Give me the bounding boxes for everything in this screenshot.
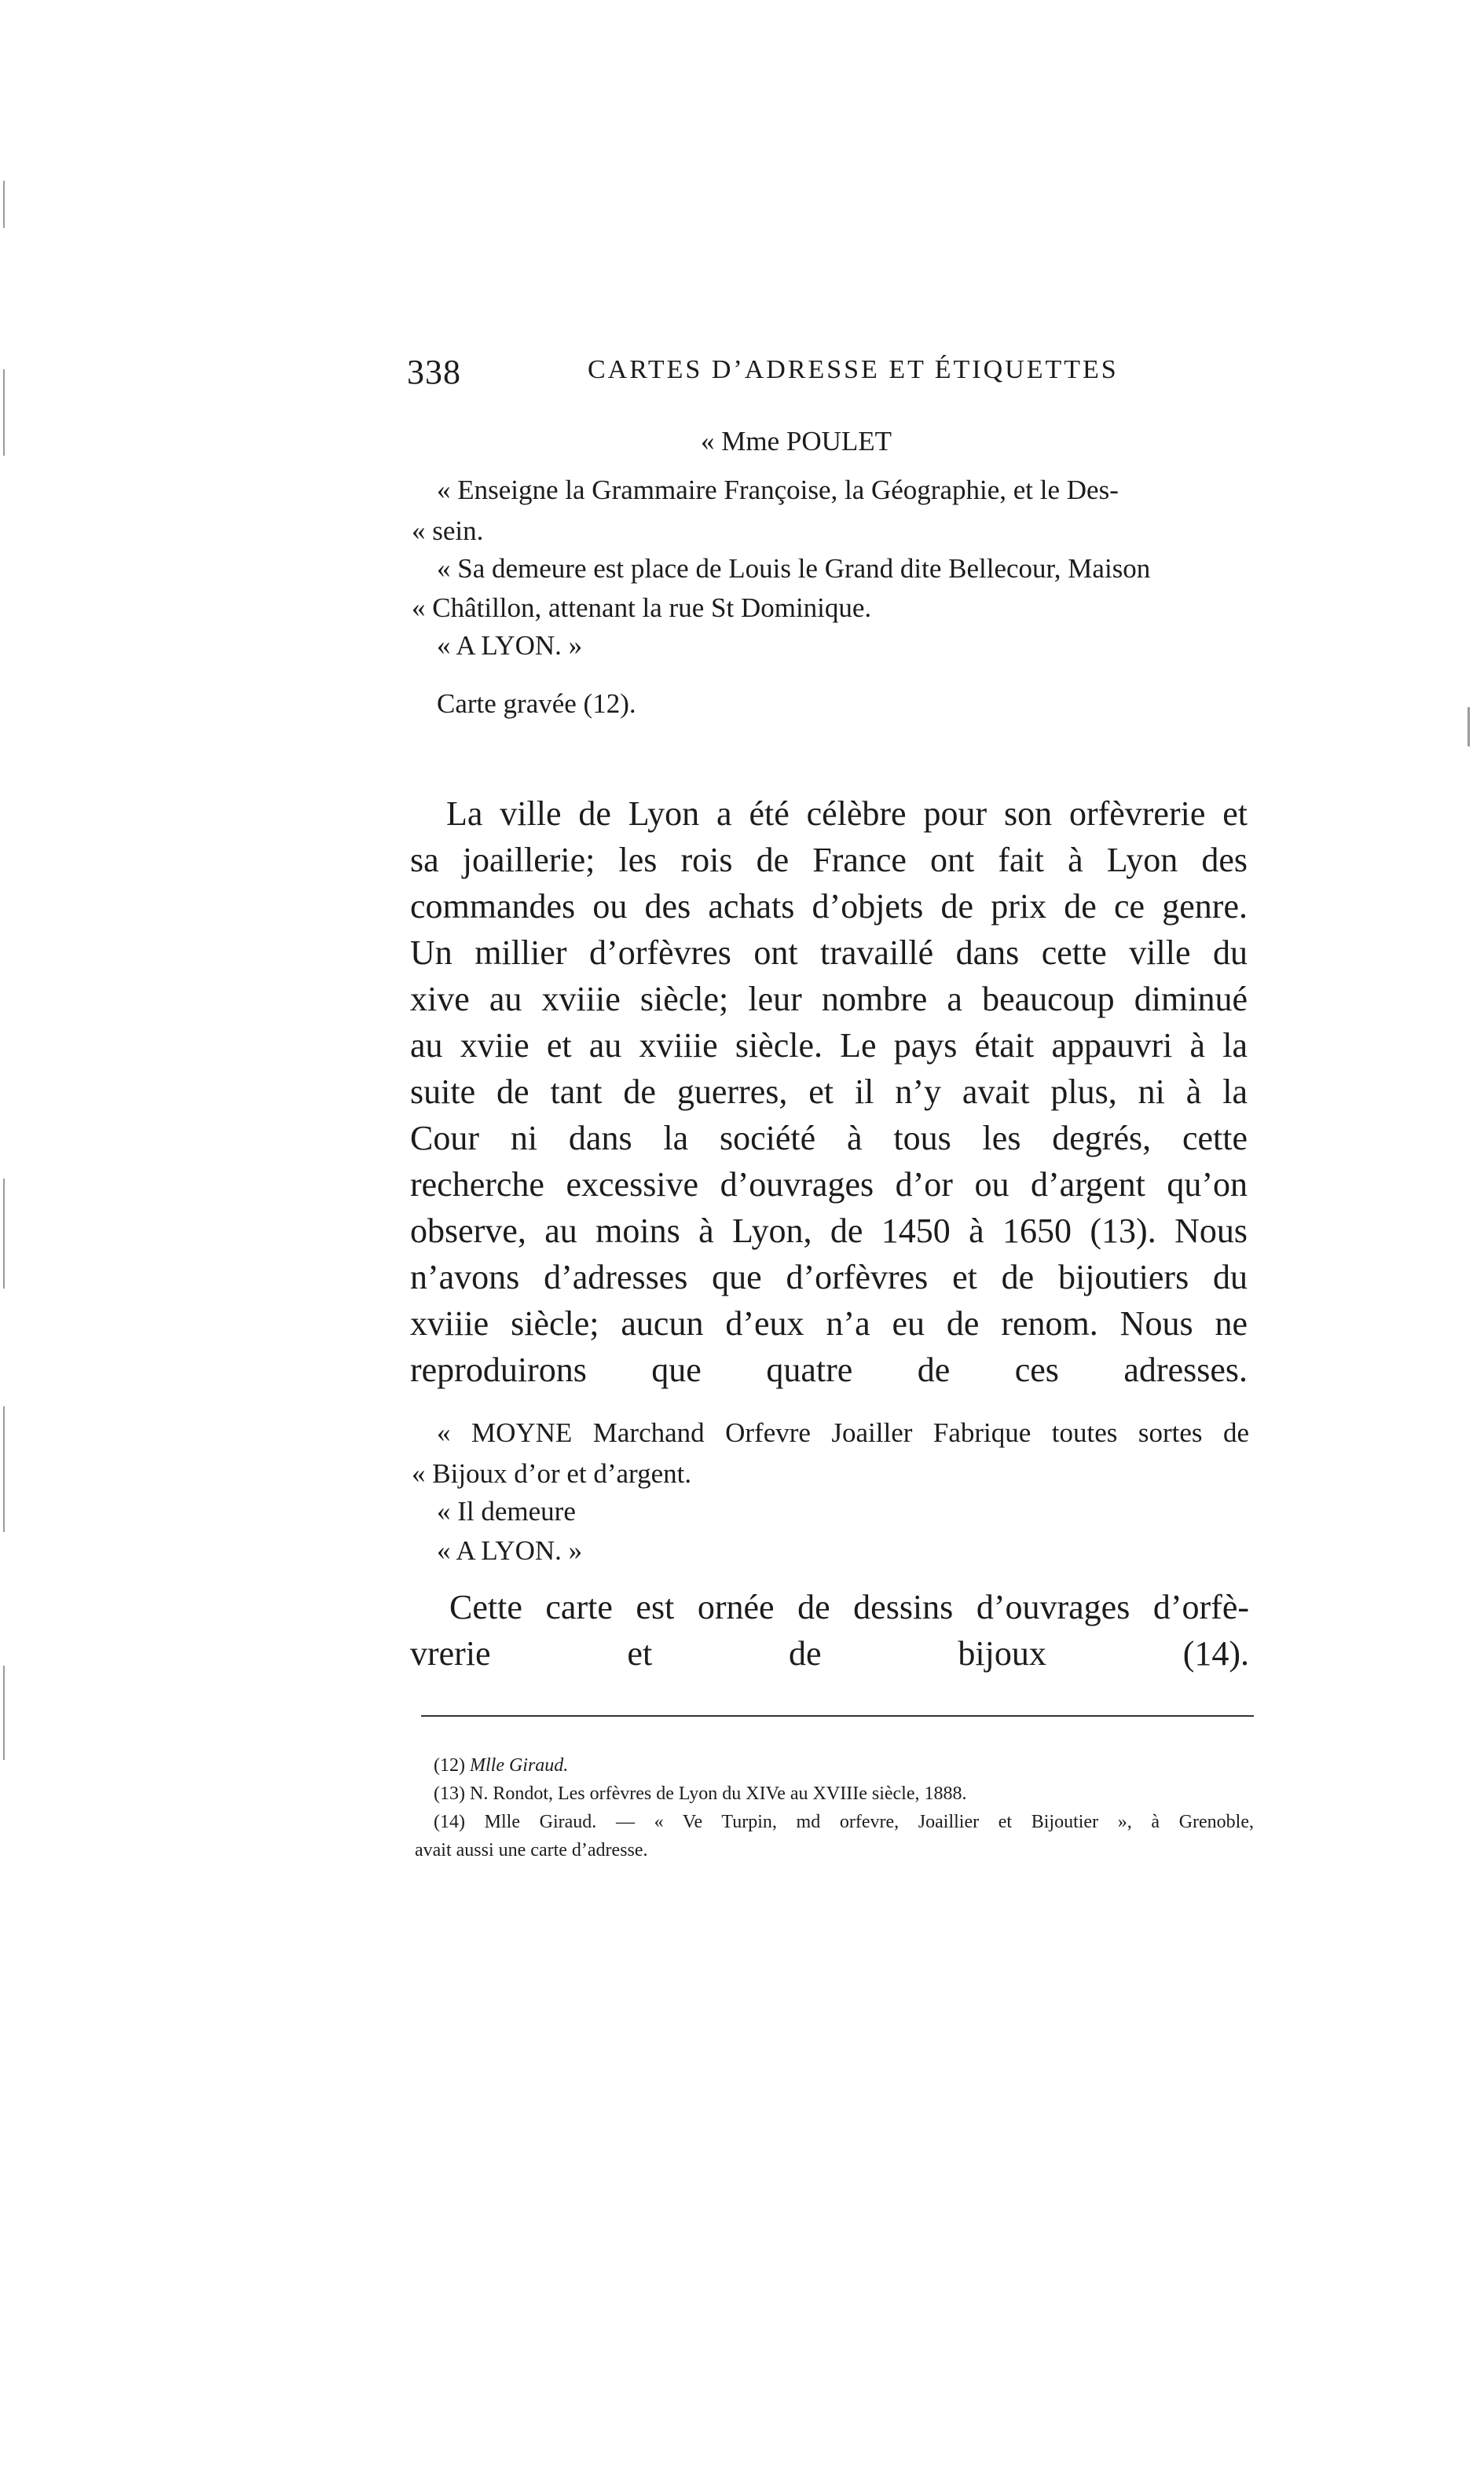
paragraph-line: recherche excessive d’ouvrages d’or ou d’argent qu’on — [410, 1165, 1248, 1204]
footnote-number: (12) — [434, 1755, 465, 1776]
address-line: « A LYON. » — [437, 1535, 583, 1566]
paragraph-line: xive au xviiie siècle; leur nombre a beaucoup diminué — [410, 980, 1248, 1018]
address-line: « sein. — [412, 515, 484, 546]
footnote — [415, 1837, 648, 1864]
address-line: « Enseigne la Grammaire Françoise, la Géographie, et le Des- — [437, 475, 1119, 505]
footnote-text: N. Rondot, Les orfèvres de Lyon du XIVe au XVIIIe siècle, 1888. — [469, 1784, 967, 1804]
footnote-number: (14) — [434, 1812, 465, 1832]
paragraph-line: suite de tant de guerres, et il n’y avait plus, ni à la — [410, 1072, 1248, 1111]
paragraph-line: commandes ou des achats d’objets de prix de ce genre. — [410, 887, 1248, 926]
footnote — [434, 1780, 966, 1807]
paragraph-line: Un millier d’orfèvres ont travaillé dans cette ville du — [410, 933, 1248, 972]
page-number: 338 — [407, 353, 461, 391]
scan-edge-mark — [3, 1666, 5, 1760]
address-name-line: « Mme POULET — [701, 426, 892, 456]
address-line: « Bijoux d’or et d’argent. — [412, 1458, 692, 1489]
paragraph-line: La ville de Lyon a été célèbre pour son orfèvrerie et — [446, 794, 1248, 833]
paragraph-line: sa joaillerie; les rois de France ont fait à Lyon des — [410, 841, 1248, 879]
paragraph-line: Cour ni dans la société à tous les degrés, cette — [410, 1119, 1248, 1157]
running-title: CARTES D’ADRESSE ET ÉTIQUETTES — [588, 355, 1119, 384]
scan-edge-mark — [3, 1406, 5, 1532]
paragraph-line: n’avons d’adresses que d’orfèvres et de bijoutiers du — [410, 1258, 1248, 1296]
scan-edge-mark — [1468, 707, 1470, 746]
address-line: « Il demeure — [437, 1496, 576, 1527]
address-line: « A LYON. » — [437, 630, 583, 661]
paragraph-line: reproduirons que quatre de ces adresses. — [410, 1351, 1248, 1389]
address-line: « Châtillon, attenant la rue St Dominique. — [412, 592, 872, 623]
footnote-rule — [421, 1715, 1254, 1717]
footnote-text: avait aussi une carte d’adresse. — [415, 1840, 648, 1861]
caption-line: Cette carte est ornée de dessins d’ouvrages d’orfè- — [449, 1588, 1249, 1626]
footnote-number: (13) — [434, 1784, 465, 1804]
caption: Carte gravée (12). — [437, 688, 636, 719]
paragraph-line: observe, au moins à Lyon, de 1450 à 1650 (13). Nous — [410, 1212, 1248, 1250]
main-paragraph — [410, 790, 1248, 1393]
scan-edge-mark — [3, 1179, 5, 1289]
address-line: « MOYNE Marchand Orfevre Joailler Fabrique toutes sortes de — [437, 1417, 1249, 1448]
footnote — [434, 1752, 568, 1779]
scan-edge-mark — [3, 181, 5, 228]
footnote — [434, 1809, 1254, 1835]
footnote-text: Mlle Giraud. — « Ve Turpin, md orfevre, Joaillier et Bijoutier », à Grenoble, — [484, 1812, 1255, 1832]
scan-edge-mark — [3, 369, 5, 456]
caption — [410, 1584, 1249, 1677]
paragraph-line: xviiie siècle; aucun d’eux n’a eu de renom. Nous ne — [410, 1304, 1248, 1343]
address-line: « Sa demeure est place de Louis le Grand dite Bellecour, Maison — [437, 553, 1151, 584]
caption-line: vrerie et de bijoux (14). — [410, 1634, 1249, 1673]
paragraph-line: au xviie et au xviiie siècle. Le pays était appauvri à la — [410, 1026, 1248, 1065]
footnote-text: Mlle Giraud. — [469, 1755, 569, 1776]
